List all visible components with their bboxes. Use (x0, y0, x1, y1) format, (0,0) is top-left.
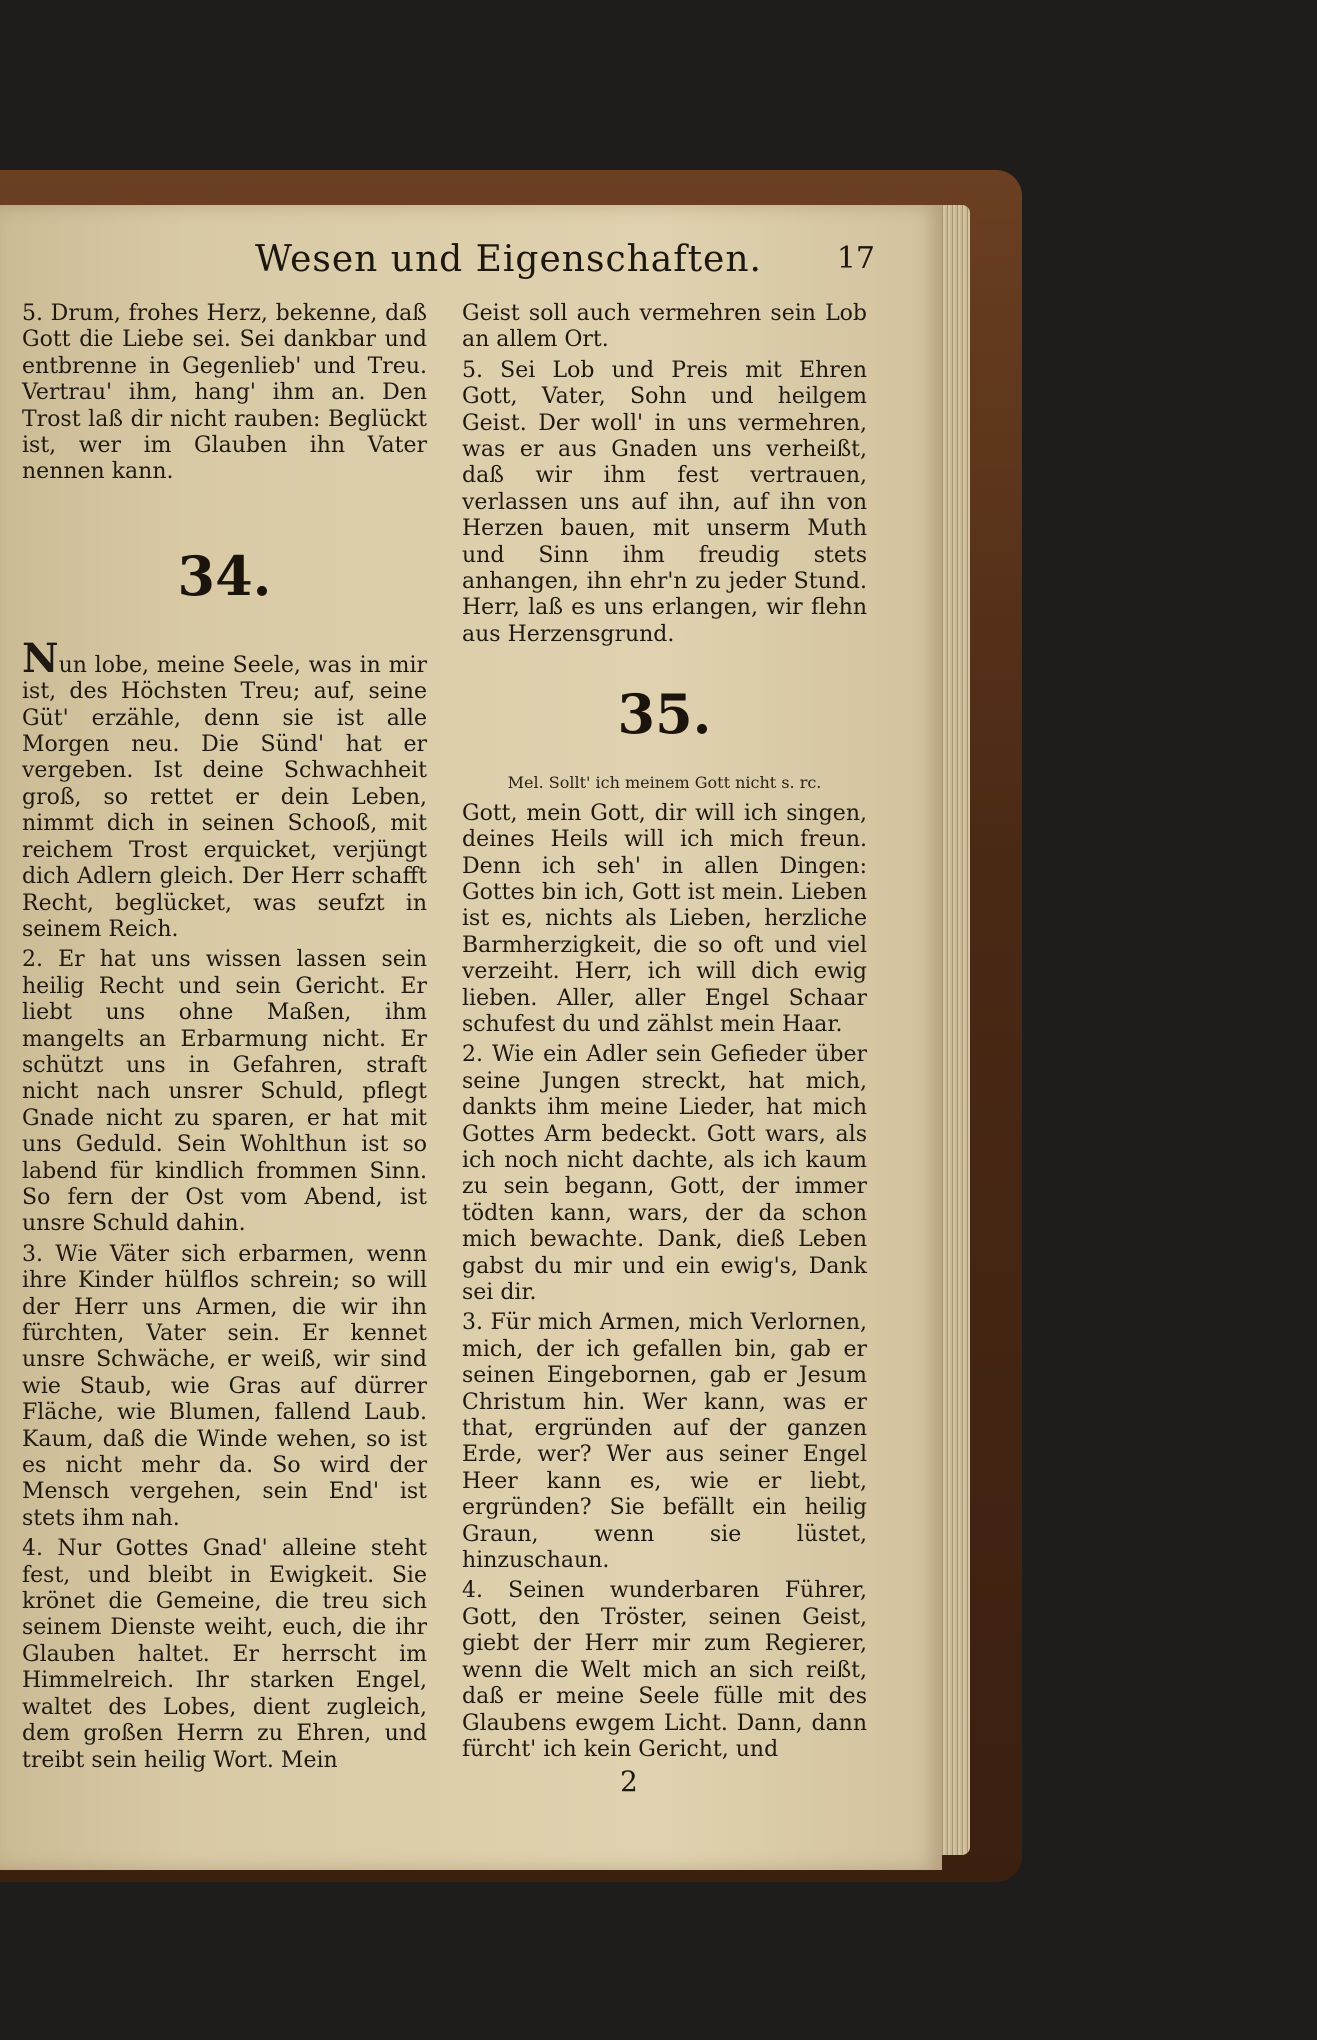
hymn-35-verse-1: Gott, mein Gott, dir will ich singen, deines Heils will ich mich freun. Denn ich seh' in allen Dingen: Gottes bin ich, Gott ist mein. Lieben ist es, nichts als Lieben, herzliche Barmherzigkeit, die so oft und viel verzeiht. Herr, ich will dich ewig lieben. Aller, aller Engel Schaar schufest du und zählst mein Haar. (462, 800, 867, 1037)
verse-text: un lobe, meine Seele, was in mir ist, des Höchsten Treu; auf, seine Güt' erzähle, denn sie ist alle Morgen neu. Die Sünd' hat er vergeben. Ist deine Schwachheit groß, so rettet er dein Leben, nimmt dich in seinen Schooß, mit reichem Trost erquicket, verjüngt dich Adlern gleich. Der Herr schafft Recht, beglücket, was seufzt in seinem Reich. (22, 652, 427, 942)
page-title: Wesen und Eigenschaften. (255, 239, 762, 280)
hymn-34-verse-1 (22, 634, 427, 943)
hymn-35-verse-2: 2. Wie ein Adler sein Gefieder über seine Jungen streckt, hat mich, dankts ihm meine Lieder, hat mich Gottes Arm bedeckt. Gott wars, als ich noch nicht dachte, als ich kaum zu sein begann, Gott, der immer tödten kann, wars, der da schon mich bewachte. Dank, dieß Leben gabst du mir und ein ewig's, Dank sei dir. (462, 1042, 867, 1305)
right-column (462, 301, 867, 1767)
hymn-34-verse-4-continued: Geist soll auch vermehren sein Lob an allem Ort. (462, 301, 867, 353)
hymn-35-verse-4: 4. Seinen wunderbaren Führer, Gott, den Tröster, seinen Geist, giebt der Herr mir zum Regierer, wenn die Welt mich an sich reißt, daß er meine Seele fülle mit des Glaubens ewgem Licht. Dann, dann fürcht' ich kein Gericht, und (462, 1578, 867, 1762)
hymn-number-34: 34. (177, 543, 272, 608)
book-page (0, 205, 942, 1870)
signature-mark: 2 (620, 1765, 638, 1798)
hymn-34-verse-5: 5. Sei Lob und Preis mit Ehren Gott, Vater, Sohn und heilgem Geist. Der woll' in uns vermehren, was er aus Gnaden uns verheißt, daß wir ihm fest vertrauen, verlassen uns auf ihn, auf ihn von Herzen bauen, mit unserm Muth und Sinn ihm freudig stets anhangen, ihn ehr'n zu jeder Stund. Herr, laß es uns erlangen, wir flehn aus Herzensgrund. (462, 357, 867, 647)
hymn-number-35: 35. (617, 682, 712, 747)
hymn-35-verse-3: 3. Für mich Armen, mich Verlornen, mich, der ich gefallen bin, gab er seinen Eingebornen, gab er Jesum Christum hin. Wer kann, was er that, ergründen auf der ganzen Erde, wer? Wer aus seiner Engel Heer kann es, wie er liebt, ergründen? Sie befällt ein heilig Graun, wenn sie lüstet, hinzuschaun. (462, 1310, 867, 1574)
melody-note: Mel. Sollt' ich meinem Gott nicht s. rc. (507, 773, 822, 793)
hymn-34-verse-2: 2. Er hat uns wissen lassen sein heilig Recht und sein Gericht. Er liebt uns ohne Maßen, ihm mangelts an Erbarmung nicht. Er schützt uns in Gefahren, straft nicht nach unsrer Schuld, pflegt Gnade nicht zu sparen, er hat mit uns Geduld. Sein Wohlthun ist so labend für kindlich frommen Sinn. So fern der Ost vom Abend, ist unsre Schuld dahin. (22, 947, 427, 1237)
drop-cap: N (22, 634, 59, 682)
page-number: 17 (836, 241, 875, 276)
verse-5-previous-hymn: 5. Drum, frohes Herz, bekenne, daß Gott die Liebe sei. Sei dankbar und entbrenne in Gegenlieb' und Treu. Vertrau' ihm, hang' ihm an. Den Trost laß dir nicht rauben: Beglückt ist, wer im Glauben ihn Vater nennen kann. (22, 301, 427, 485)
left-column (22, 301, 427, 1778)
hymn-34-verse-3: 3. Wie Väter sich erbarmen, wenn ihre Kinder hülflos schrein; so will der Herr uns Armen, die wir ihn fürchten, Vater sein. Er kennet unsre Schwäche, er weiß, wir sind wie Staub, wie Gras auf dürrer Fläche, wie Blumen, fallend Laub. Kaum, daß die Winde wehen, so ist es nicht mehr da. So wird der Mensch vergehen, sein End' ist stets ihm nah. (22, 1241, 427, 1531)
running-header (255, 239, 895, 289)
hymn-34-verse-4: 4. Nur Gottes Gnad' alleine steht fest, und bleibt in Ewigkeit. Sie krönet die Gemeine, die treu sich seinem Dienste weiht, euch, die ihr Glauben haltet. Er herrscht im Himmelreich. Ihr starken Engel, waltet des Lobes, dient zugleich, dem großen Herrn zu Ehren, und treibt sein heilig Wort. Mein (22, 1536, 427, 1773)
